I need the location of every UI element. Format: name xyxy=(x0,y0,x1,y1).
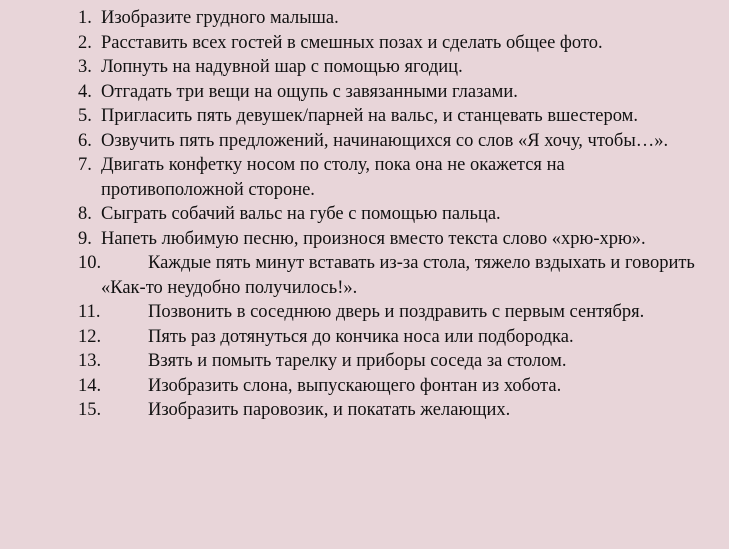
item-text: Каждые пять минут вставать из-за стола, тяжело вздыхать и говорить «Как-то неудобно получилось!». xyxy=(101,253,695,298)
task-list xyxy=(78,6,698,423)
item-text: Пригласить пять девушек/парней на вальс, и станцевать вшестером. xyxy=(101,106,638,126)
list-item xyxy=(78,6,698,31)
item-number: 15. xyxy=(78,400,102,420)
item-number: 3. xyxy=(78,57,92,77)
item-text: Изобразить слона, выпускающего фонтан из хобота. xyxy=(148,375,562,396)
item-text: Сыграть собачий вальс на губе с помощью пальца. xyxy=(101,204,501,224)
item-text: Взять и помыть тарелку и приборы соседа за столом. xyxy=(148,351,567,371)
list-item xyxy=(78,153,698,202)
item-number: 2. xyxy=(78,32,92,53)
list-item xyxy=(78,55,698,80)
list-item xyxy=(78,325,698,350)
item-text: Расставить всех гостей в смешных позах и сделать общее фото. xyxy=(101,32,603,53)
item-number: 14. xyxy=(78,375,102,396)
list-item xyxy=(78,129,698,154)
item-number: 13. xyxy=(78,351,102,371)
list-item xyxy=(78,300,698,325)
list-item xyxy=(78,227,698,252)
item-number: 6. xyxy=(78,130,92,151)
list-item xyxy=(78,349,698,374)
list-item xyxy=(78,251,698,300)
item-number: 7. xyxy=(78,155,92,175)
item-text: Изобразить паровозик, и покатать желающих. xyxy=(148,400,511,420)
item-number: 12. xyxy=(78,326,102,347)
item-text: Лопнуть на надувной шар с помощью ягодиц. xyxy=(101,57,463,77)
list-item xyxy=(78,80,698,105)
list-item xyxy=(78,202,698,227)
list-item xyxy=(78,398,698,423)
item-number: 4. xyxy=(78,81,92,102)
item-number: 11. xyxy=(78,302,101,322)
item-text: Озвучить пять предложений, начинающихся со слов «Я хочу, чтобы…». xyxy=(101,130,669,151)
item-text: Изобразите грудного малыша. xyxy=(101,8,339,28)
item-number: 5. xyxy=(78,106,92,126)
item-text: Отгадать три вещи на ощупь с завязанными глазами. xyxy=(101,81,518,102)
item-text: Напеть любимую песню, произнося вместо текста слово «хрю-хрю». xyxy=(101,228,646,249)
list-item xyxy=(78,31,698,56)
item-number: 8. xyxy=(78,204,92,224)
item-number: 1. xyxy=(78,8,92,28)
item-text: Двигать конфетку носом по столу, пока она не окажется на противоположной стороне. xyxy=(101,155,565,200)
item-text: Позвонить в соседнюю дверь и поздравить с первым сентября. xyxy=(148,302,645,322)
item-text: Пять раз дотянуться до кончика носа или подбородка. xyxy=(148,326,574,347)
item-number: 9. xyxy=(78,228,92,249)
item-number: 10. xyxy=(78,253,102,273)
list-item xyxy=(78,104,698,129)
list-item xyxy=(78,374,698,399)
